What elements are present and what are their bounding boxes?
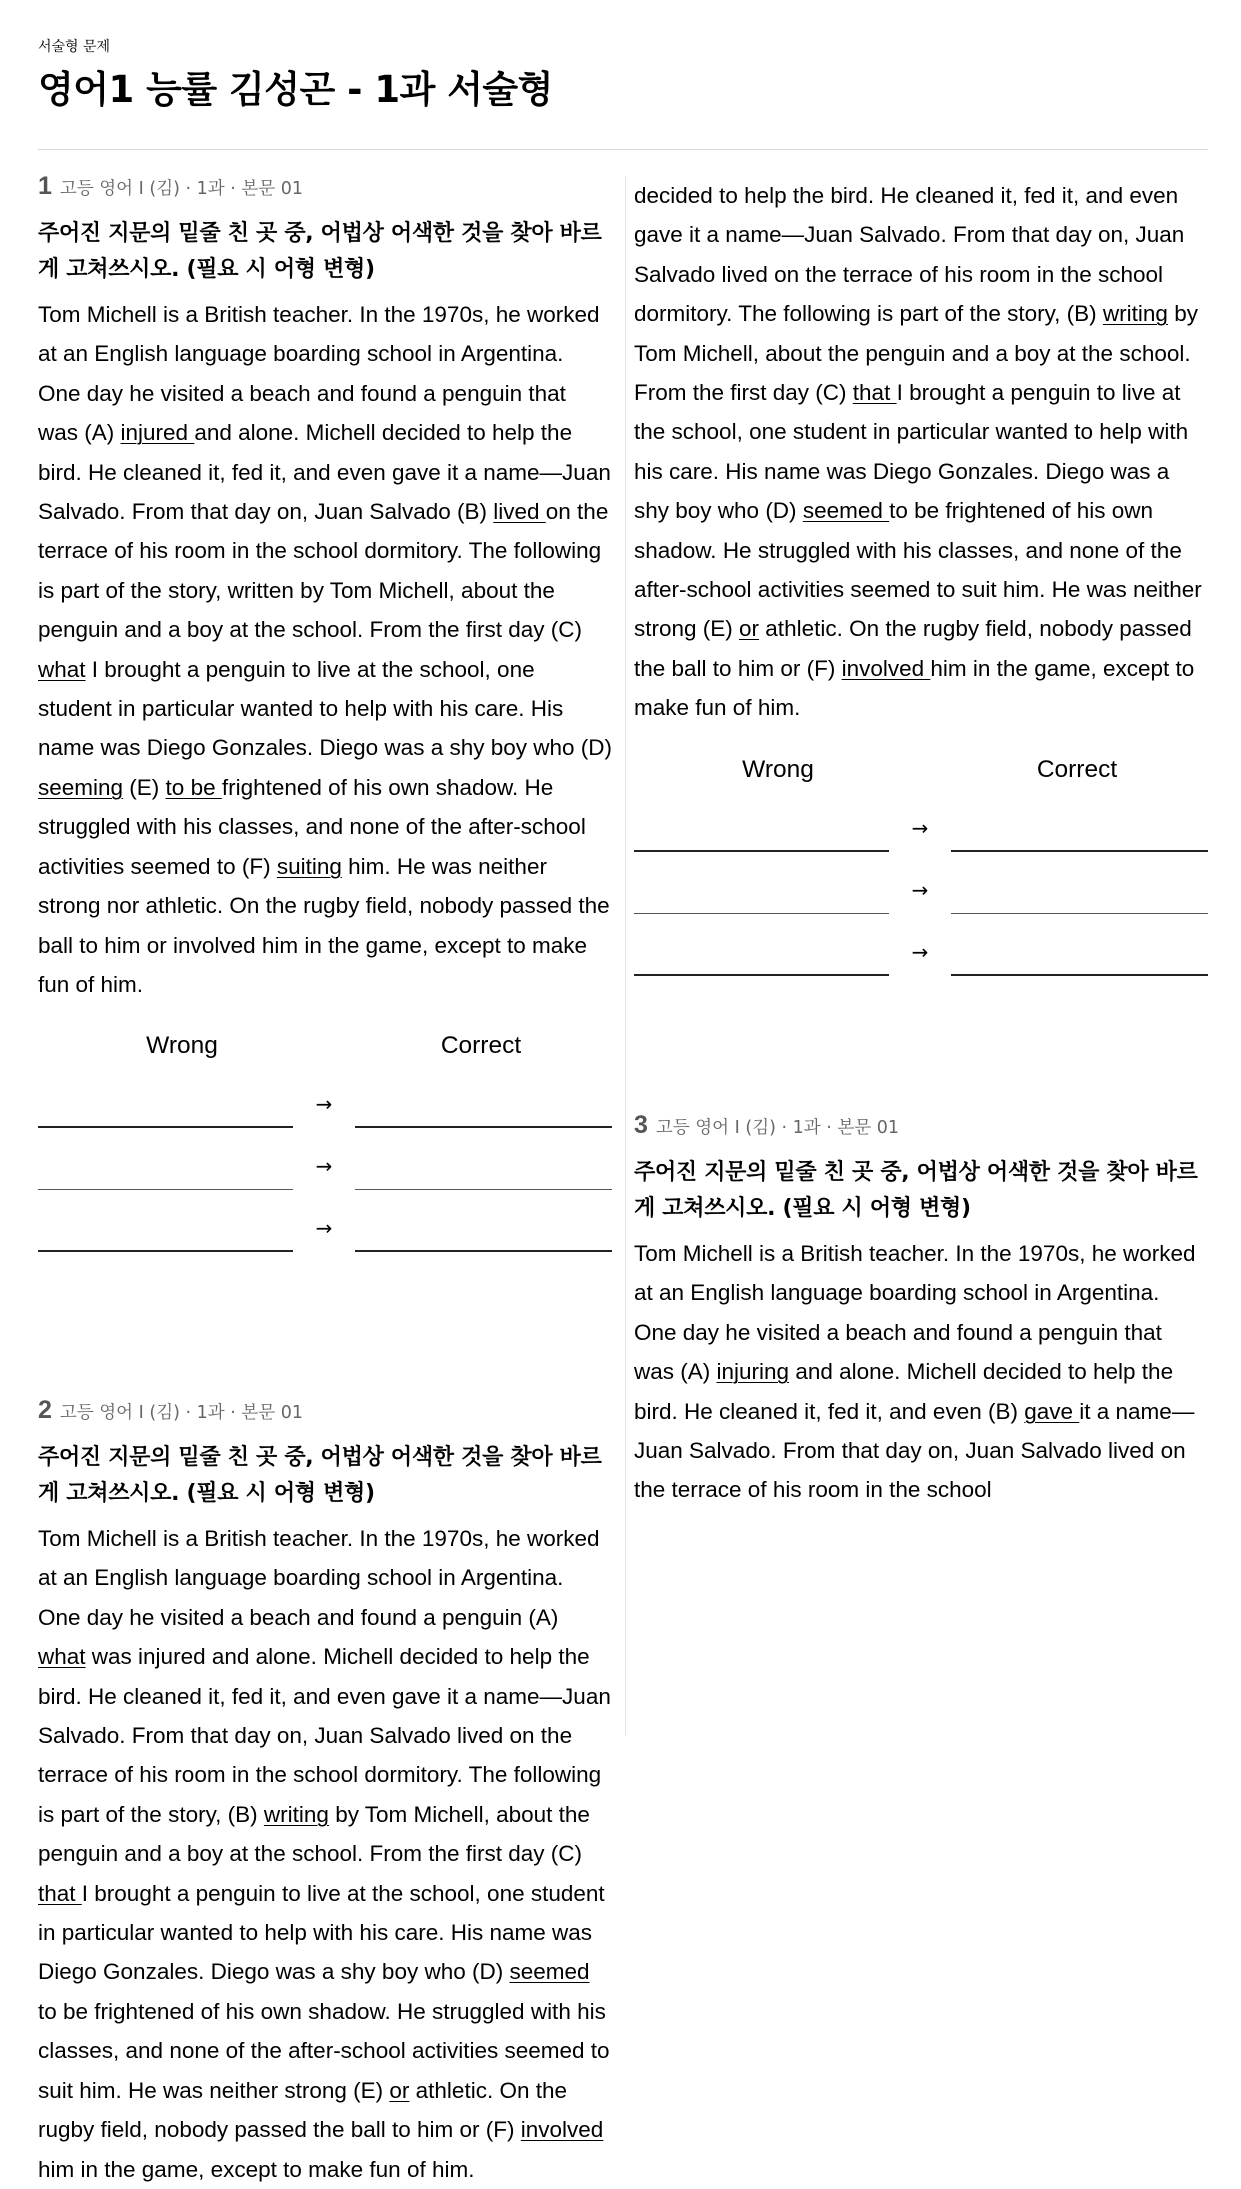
wrong-answer-line[interactable] — [38, 1250, 293, 1252]
underlined-blank-b: gave — [1024, 1398, 1080, 1424]
underlined-blank-d: seemed — [802, 498, 890, 524]
question-instruction: 주어진 지문의 밑줄 친 곳 중, 어법상 어색한 것을 찾아 바르게 고쳐쓰시오. (필요 시 어형 변형) — [634, 1160, 1198, 1221]
correct-answer-line[interactable] — [951, 974, 1208, 976]
wrong-label: Wrong — [146, 1032, 218, 1060]
answer-header — [38, 1026, 612, 1066]
answer-area — [634, 750, 1208, 976]
wrong-answer-line[interactable] — [634, 974, 889, 976]
question-passage: Tom Michell is a British teacher. In the 1970s, he worked at an English language boarding school in Argentina. One day he visited a beach and found a penguin that was (A) injuring and alone. Michell decided to help the bird. He cleaned it, fed it, and even (B) gave it a name—Juan Salvado. From that day on, Juan Salvado lived on the terrace of his room in the school — [634, 1241, 1196, 1503]
question-3 — [634, 1111, 1208, 1510]
arrow-icon: → — [911, 877, 929, 902]
correct-answer-line[interactable] — [951, 913, 1208, 914]
question-instruction: 주어진 지문의 밑줄 친 곳 중, 어법상 어색한 것을 찾아 바르게 고쳐쓰시오. (필요 시 어형 변형) — [38, 221, 602, 282]
arrow-icon: → — [911, 939, 929, 964]
underlined-blank-a: what — [38, 1644, 86, 1670]
question-2 — [38, 1396, 612, 2182]
question-number: 2 — [38, 1396, 52, 1424]
underlined-blank-d: seeming — [38, 774, 124, 800]
question-passage: Tom Michell is a British teacher. In the 1970s, he worked at an English language boarding school in Argentina. One day he visited a beach and found a penguin (A) what was injured and alone. Michell decided to help the bird. He cleaned it, fed it, and even gave it a name—Juan Salvado. From that day on, Juan Salvado lived on the terrace of his room in the school dormitory. The following is part of the story, (B) writing by Tom Michell, about the penguin and a boy at the school. From the first day (C) that I brought a penguin to live at the school, one student in particular wanted to help with his care. His name was Diego Gonzales. Diego was a shy boy who (D) seemed to be frightened of his own shadow. He struggled with his classes, and none of the after-school activities seemed to suit him. He was neither strong (E) or athletic. On the rugby field, nobody passed the ball to him or (F) involved him in the game, except to make fun of him. — [38, 1526, 611, 2182]
underlined-blank-c: what — [38, 656, 86, 682]
arrow-icon: → — [315, 1092, 333, 1117]
underlined-blank-e: or — [389, 2077, 410, 2103]
page-title: 영어1 능률 김성곤 - 1과 서술형 — [38, 68, 553, 111]
underlined-blank-a: injured — [120, 420, 195, 446]
question-passage: Tom Michell is a British teacher. In the 1970s, he worked at an English language boarding school in Argentina. One day he visited a beach and found a penguin that was (A) injured and alone. Michell decided to help the bird. He cleaned it, fed it, and even gave it a name—Juan Salvado. From that day on, Juan Salvado (B) lived on the terrace of his room in the school dormitory. The following is part of the story, written by Tom Michell, about the penguin and a boy at the school. From the first day (C) what I brought a penguin to live at the school, one student in particular wanted to help with his care. His name was Diego Gonzales. Diego was a shy boy who (D) seeming (E) to be frightened of his own shadow. He struggled with his classes, and none of the after-school activities seemed to (F) suiting him. He was neither strong nor athletic. On the rugby field, nobody passed the ball to him or involved him in the game, except to make fun of him. — [38, 302, 613, 997]
underlined-blank-a: injuring — [716, 1359, 790, 1385]
question-passage-continued: decided to help the bird. He cleaned it, fed it, and even gave it a name—Juan Salvado. From that day on, Juan Salvado lived on the terrace of his room in the school dormitory. The following is part of the story, (B) writing by Tom Michell, about the penguin and a boy at the school. From the first day (C) that I brought a penguin to live at the school, one student in particular wanted to help with his care. His name was Diego Gonzales. Diego was a shy boy who (D) seemed to be frightened of his own shadow. He struggled with his classes, and none of the after-school activities seemed to suit him. He was neither strong (E) or athletic. On the rugby field, nobody passed the ball to him or (F) involved him in the game, except to make fun of him. — [634, 183, 1202, 721]
answer-area — [38, 1026, 612, 1252]
question-meta: 고등 영어 I (김) · 1과 · 본문 01 — [59, 1403, 303, 1423]
underlined-blank-f: involved — [520, 2117, 604, 2143]
underlined-blank-b: writing — [1102, 301, 1168, 327]
underlined-blank-c: that — [852, 380, 897, 406]
question-meta: 고등 영어 I (김) · 1과 · 본문 01 — [655, 1118, 899, 1138]
question-header — [38, 1396, 612, 1434]
correct-answer-line[interactable] — [355, 1189, 612, 1190]
answer-row — [634, 790, 1208, 852]
underlined-blank-e: to be — [165, 774, 222, 800]
header-divider — [38, 149, 1208, 150]
arrow-icon: → — [315, 1216, 333, 1241]
underlined-blank-f: suiting — [276, 853, 342, 879]
underlined-blank-e: or — [739, 616, 760, 642]
question-1 — [38, 172, 613, 1252]
correct-answer-line[interactable] — [951, 850, 1208, 852]
underlined-blank-c: that — [38, 1880, 82, 1906]
wrong-answer-line[interactable] — [634, 850, 889, 852]
question-instruction: 주어진 지문의 밑줄 친 곳 중, 어법상 어색한 것을 찾아 바르게 고쳐쓰시오. (필요 시 어형 변형) — [38, 1445, 602, 1506]
question-2-continued — [634, 176, 1208, 976]
question-header — [634, 1111, 1208, 1149]
question-meta: 고등 영어 I (김) · 1과 · 본문 01 — [59, 179, 303, 199]
question-number: 3 — [634, 1111, 648, 1139]
answer-row — [38, 1128, 612, 1190]
arrow-icon: → — [911, 815, 929, 840]
underlined-blank-f: involved — [841, 655, 931, 681]
wrong-answer-line[interactable] — [38, 1126, 293, 1128]
answer-header — [634, 750, 1208, 790]
wrong-label: Wrong — [742, 755, 814, 783]
answer-row — [38, 1066, 612, 1128]
answer-row — [38, 1190, 612, 1252]
underlined-blank-b: writing — [263, 1801, 329, 1827]
page-header — [38, 36, 1208, 116]
question-header — [38, 172, 612, 210]
correct-answer-line[interactable] — [355, 1250, 612, 1252]
correct-label: Correct — [440, 1032, 522, 1060]
wrong-answer-line[interactable] — [38, 1189, 293, 1190]
question-number: 1 — [38, 172, 52, 200]
underlined-blank-d: seemed — [509, 1959, 590, 1985]
correct-answer-line[interactable] — [355, 1126, 612, 1128]
passage-continuation-text: decided to help the bird. He cleaned it, fed it, and even gave it a name—Juan Salvado. From that day on, Juan Salvado lived on the terrace of his room in the school dormitory. The following is part of the story, (B) — [634, 183, 1185, 327]
column-divider — [625, 176, 626, 1736]
underlined-blank-b: lived — [493, 499, 546, 525]
answer-row — [634, 852, 1208, 914]
wrong-answer-line[interactable] — [634, 913, 889, 914]
answer-row — [634, 914, 1208, 976]
correct-label: Correct — [1036, 755, 1118, 783]
page-subtitle: 서술형 문제 — [38, 39, 111, 55]
arrow-icon: → — [315, 1154, 333, 1179]
